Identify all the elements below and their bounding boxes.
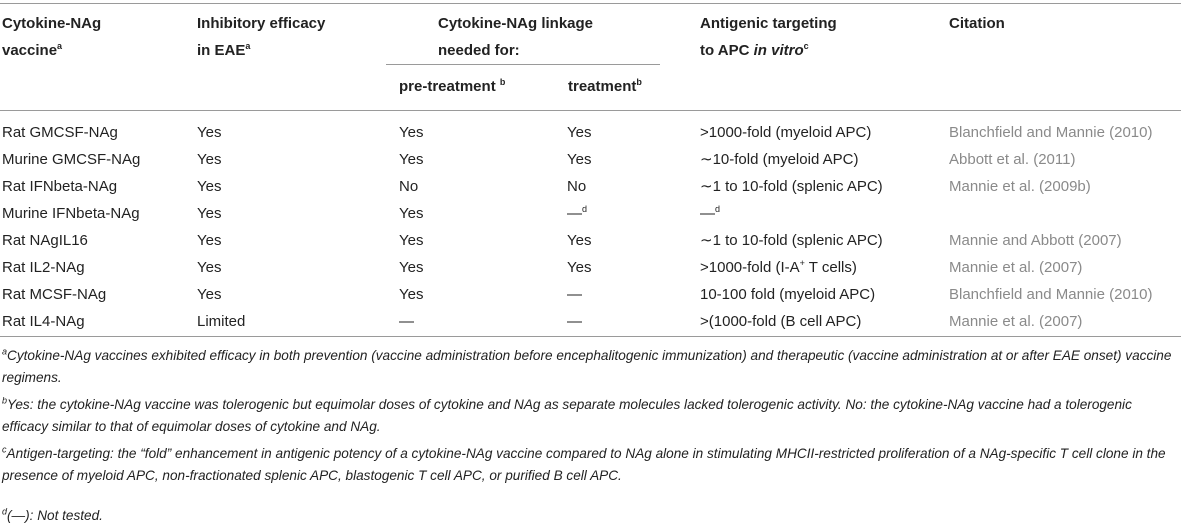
cell-citation: Mannie and Abbott (2007) [949,232,1122,249]
header-vaccine-line1: Cytokine-NAg [2,15,102,32]
header-targeting-prefix: to APC [700,42,754,59]
cell-vaccine: Rat GMCSF-NAg [2,124,118,141]
footnote-mark: c [2,444,7,455]
header-vaccine-line2: vaccine [2,42,58,59]
cell-vaccine: Rat IL2-NAg [2,259,85,276]
header-targeting-italic: in vitro [753,42,804,59]
cell-targeting [700,285,875,305]
cell-efficacy: Limited [197,313,246,330]
cell-targeting-text: >1000-fold (I-A [700,259,800,276]
header-efficacy-line1: Inhibitory efficacy [197,15,326,32]
cell-vaccine: Rat MCSF-NAg [2,286,107,303]
cell-treatment-text: — [567,286,582,303]
cell-citation: Blanchfield and Mannie (2010) [949,124,1153,141]
cell-pretreatment: Yes [399,232,424,249]
cell-citation: Mannie et al. (2007) [949,259,1083,276]
cell-targeting-text: >1000-fold (myeloid APC) [700,124,872,141]
cell-targeting [700,231,883,251]
footnote-c [2,443,1180,487]
cell-targeting [700,123,871,143]
header-vaccine [2,10,101,64]
cell-treatment-text: No [567,178,587,195]
footnote-mark: d [2,506,8,517]
linkage-span-rule [386,64,660,65]
cell-targeting [700,258,857,278]
cell-targeting [700,150,858,170]
cell-citation: Blanchfield and Mannie (2010) [949,286,1153,303]
cell-treatment [567,258,591,278]
cell-pretreatment: No [399,178,419,195]
cell-efficacy: Yes [197,151,222,168]
cell-efficacy: Yes [197,286,222,303]
footnote-ref-b: b [636,77,642,87]
cell-vaccine: Rat IFNbeta-NAg [2,178,118,195]
cell-treatment-text: Yes [567,124,592,141]
cell-pretreatment: Yes [399,205,424,222]
cell-treatment-text: Yes [567,259,592,276]
cell-vaccine: Rat NAgIL16 [2,232,88,249]
cell-pretreatment: Yes [399,151,424,168]
footnote-ref-a: a [57,41,63,51]
header-bottom-rule [0,110,1181,111]
cell-treatment [567,150,591,170]
header-linkage-line1: Cytokine-NAg linkage [438,15,594,32]
cell-targeting-rest: T cells) [804,259,857,276]
cell-pretreatment: Yes [399,259,424,276]
footnote-text: Cytokine-NAg vaccines exhibited efficacy in both prevention (vaccine administration before encephalitogenic immunization) and therapeutic (vaccine administration at or after EAE onset) vaccine regimens. [2,348,1172,385]
cell-vaccine: Murine IFNbeta-NAg [2,205,140,222]
cell-treatment-text: Yes [567,151,592,168]
cell-pretreatment: Yes [399,286,424,303]
footnote-mark: b [2,395,8,406]
header-linkage-line2: needed for: [438,42,520,59]
cell-pretreatment: Yes [399,124,424,141]
cell-targeting-sup: + [799,258,805,268]
cell-treatment-text: Yes [567,232,592,249]
header-citation-label: Citation [949,15,1005,32]
footnote-mark: a [2,346,8,357]
footnote-ref: d [582,204,588,214]
header-efficacy [197,10,325,64]
footnote-ref-b: b [499,77,506,87]
cell-targeting-text: — [700,205,715,222]
footnote-text: Antigen-targeting: the “fold” enhancement in antigenic potency of a cytokine-NAg vaccine compared to NAg alone in stimulating MHCII-restricted proliferation of a NAg-specific T cell clone in the presence of myeloid APC, non-fractionated splenic APC, blastogenic T cell APC, or purified B cell APC. [2,446,1166,483]
cell-vaccine: Murine GMCSF-NAg [2,151,141,168]
cell-treatment [567,285,582,305]
header-targeting [700,10,837,64]
cell-targeting-text: ∼10-fold (myeloid APC) [700,151,859,168]
cell-efficacy: Yes [197,232,222,249]
header-efficacy-line2: in EAE [197,42,246,59]
cell-targeting-sup: d [715,204,721,214]
footnote-ref-c: c [803,41,809,51]
cell-vaccine: Rat IL4-NAg [2,313,85,330]
table-top-rule [0,3,1181,4]
cell-efficacy: Yes [197,259,222,276]
footnote-a [2,345,1180,389]
cell-treatment [567,231,591,251]
header-pretreatment [399,73,505,100]
cell-treatment [567,177,586,197]
cell-targeting-text: ∼1 to 10-fold (splenic APC) [700,178,883,195]
cell-targeting-text: 10-100 fold (myeloid APC) [700,286,876,303]
header-targeting-line1: Antigenic targeting [700,15,837,32]
cell-targeting-text: ∼1 to 10-fold (splenic APC) [700,232,883,249]
header-treatment [568,73,642,100]
cell-treatment [567,204,587,224]
cell-targeting [700,204,720,224]
cell-treatment [567,123,591,143]
cell-efficacy: Yes [197,178,222,195]
cell-treatment-text: — [567,205,582,222]
cell-efficacy: Yes [197,124,222,141]
cell-targeting-text: >(1000-fold (B cell APC) [700,313,862,330]
header-treatment-label: treatment [568,78,637,95]
table-bottom-rule [0,336,1181,337]
cell-targeting [700,177,883,197]
footnote-text: Yes: the cytokine-NAg vaccine was tolerogenic but equimolar doses of cytokine and NAg as separate molecules lacked tolerogenic activity. No: the cytokine-NAg vaccine had a tolerogenic efficacy similar to that of equimolar doses of cytokine and NAg. [2,397,1132,434]
cell-pretreatment: — [399,313,414,330]
header-pretreatment-label: pre-treatment [399,78,500,95]
cell-targeting [700,312,861,332]
cell-treatment [567,312,582,332]
footnote-d [2,505,1180,527]
cell-efficacy: Yes [197,205,222,222]
cell-treatment-text: — [567,313,582,330]
footnote-ref-a: a [245,41,251,51]
footnote-text: (—): Not tested. [7,508,103,523]
cell-citation: Abbott et al. (2011) [949,151,1076,168]
header-citation [949,10,1005,37]
cell-citation: Mannie et al. (2007) [949,313,1083,330]
header-linkage [438,10,593,64]
cell-citation: Mannie et al. (2009b) [949,178,1091,195]
footnote-b [2,394,1180,438]
